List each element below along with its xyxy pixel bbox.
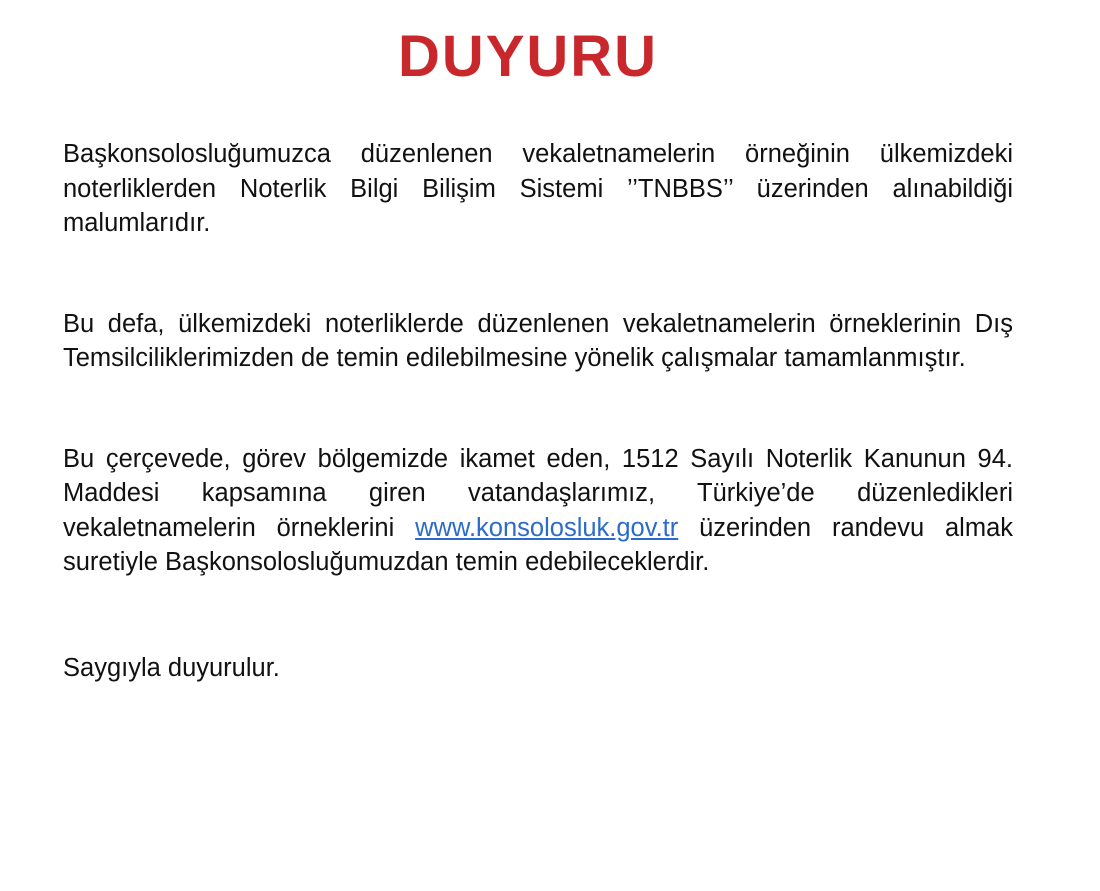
closing-line: Saygıyla duyurulur. [63,653,280,682]
announcement-title: DUYURU [397,24,659,89]
paragraph-work-completed: Bu defa, ülkemizdeki noterliklerde düzenlenen vekaletnamelerin örneklerinin Dış Temsilciliklerimizden de temin edilebilmesine yönelik çalışmalar tamamlanmıştır. [63,309,1013,372]
paragraph-tnbbs-info: Başkonsolosluğumuzca düzenlenen vekaletnamelerin örneğinin ülkemizdeki noterliklerden Noterlik Bilgi Bilişim Sistemi ’’TNBBS’’ üzerinden alınabildiği malumlarıdır. [63,140,1013,237]
announcement-body [63,137,1013,685]
paragraph-text-after-link: üzerinden randevu almak suretiyle Başkonsolosluğumuzdan temin edebileceklerdir. [63,513,1013,576]
paragraph-text-before-link: Bu çerçevede, görev bölgemizde ikamet eden, 1512 Sayılı Noterlik Kanunun 94. Maddesi kapsamına giren vatandaşlarımız, Türkiye’de düzenledikleri vekaletnamelerin örneklerini [63,444,1013,542]
konsolosluk-website-link[interactable]: www.konsolosluk.gov.tr [415,513,679,542]
paragraph-appointment-info [63,442,1013,580]
